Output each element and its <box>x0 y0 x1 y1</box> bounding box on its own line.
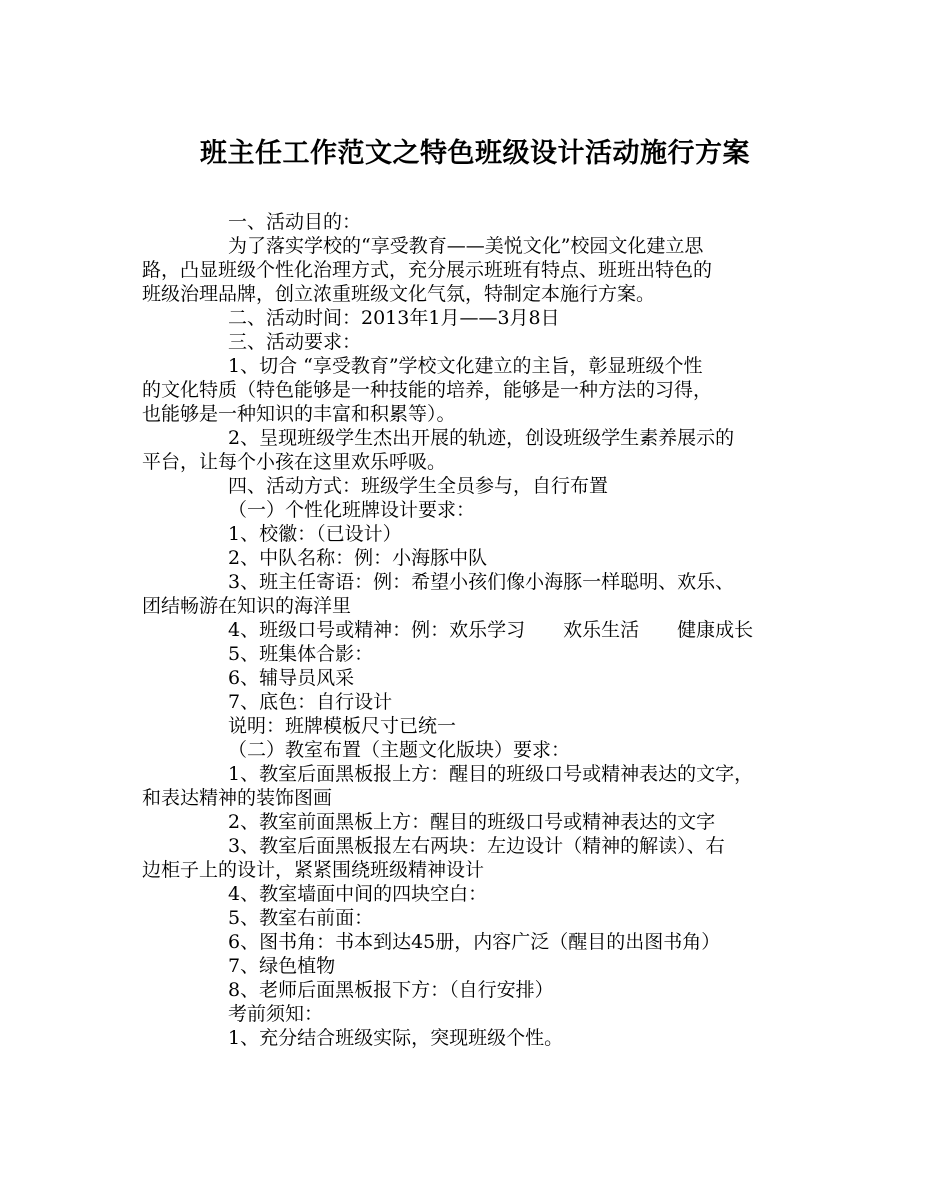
paragraph-line: 二、活动时间：2013年1月——3月8日 <box>228 307 560 329</box>
paragraph-line: 为了落实学校的“享受教育——美悦文化”校园文化建立思 <box>228 235 704 257</box>
paragraph-line: 5、班集体合影： <box>228 643 374 665</box>
paragraph-line: 平台，让每个小孩在这里欢乐呼吸。 <box>142 451 447 473</box>
paragraph-line: 1、校徽：（已设计） <box>228 523 402 545</box>
paragraph-line: 的文化特质（特色能够是一种技能的培养，能够是一种方法的习得， <box>142 379 713 401</box>
paragraph-line: 6、图书角：书本到达45册，内容广泛（醒目的出图书角） <box>228 931 721 953</box>
paragraph-line: 说明：班牌模板尺寸已统一 <box>228 715 457 737</box>
paragraph-line: 2、教室前面黑板上方：醒目的班级口号或精神表达的文字 <box>228 811 716 833</box>
paragraph-line: 8、老师后面黑板报下方：（自行安排） <box>228 979 554 1001</box>
paragraph-line: 班级治理品牌，创立浓重班级文化气氛，特制定本施行方案。 <box>142 283 656 305</box>
paragraph-line: 3、班主任寄语：例：希望小孩们像小海豚一样聪明、欢乐、 <box>228 571 735 593</box>
paragraph-line: 四、活动方式：班级学生全员参与，自行布置 <box>228 475 609 497</box>
paragraph-line: 和表达精神的装饰图画 <box>142 787 333 809</box>
paragraph-line: 三、活动要求： <box>228 331 362 353</box>
paragraph-line: 4、教室墙面中间的四块空白： <box>228 883 488 905</box>
paragraph-line: 一、活动目的： <box>228 211 362 233</box>
paragraph-line: （二）教室布置（主题文化版块）要求： <box>228 739 571 761</box>
paragraph-line: 6、辅导员风采 <box>228 667 355 689</box>
paragraph-line: 边柜子上的设计，紧紧围绕班级精神设计 <box>142 859 485 881</box>
paragraph-line: （一）个性化班牌设计要求： <box>228 499 476 521</box>
paragraph-line: 4、班级口号或精神：例：欢乐学习 欢乐生活 健康成长 <box>228 619 754 641</box>
paragraph-line: 1、充分结合班级实际，突现班级个性。 <box>228 1027 564 1049</box>
paragraph-line: 考前须知： <box>228 1003 324 1025</box>
document-body <box>142 210 814 1050</box>
paragraph-line: 5、教室右前面： <box>228 907 374 929</box>
paragraph-line: 7、绿色植物 <box>228 955 336 977</box>
paragraph-line: 7、底色：自行设计 <box>228 691 393 713</box>
paragraph-line: 1、教室后面黑板报上方：醒目的班级口号或精神表达的文字， <box>228 763 754 785</box>
paragraph-line: 路，凸显班级个性化治理方式，充分展示班班有特点、班班出特色的 <box>142 259 713 281</box>
paragraph-line: 团结畅游在知识的海洋里 <box>142 595 352 617</box>
paragraph-line: 3、教室后面黑板报左右两块：左边设计（精神的解读）、右 <box>228 835 725 857</box>
paragraph-line: 2、中队名称：例：小海豚中队 <box>228 547 488 569</box>
paragraph-line: 也能够是一种知识的丰富和积累等）。 <box>142 403 456 425</box>
document-title: 班主任工作范文之特色班级设计活动施行方案 <box>200 138 750 169</box>
paragraph-line: 2、呈现班级学生杰出开展的轨迹，创设班级学生素养展示的 <box>228 427 735 449</box>
paragraph-line: 1、切合 “享受教育”学校文化建立的主旨，彰显班级个性 <box>228 355 703 377</box>
